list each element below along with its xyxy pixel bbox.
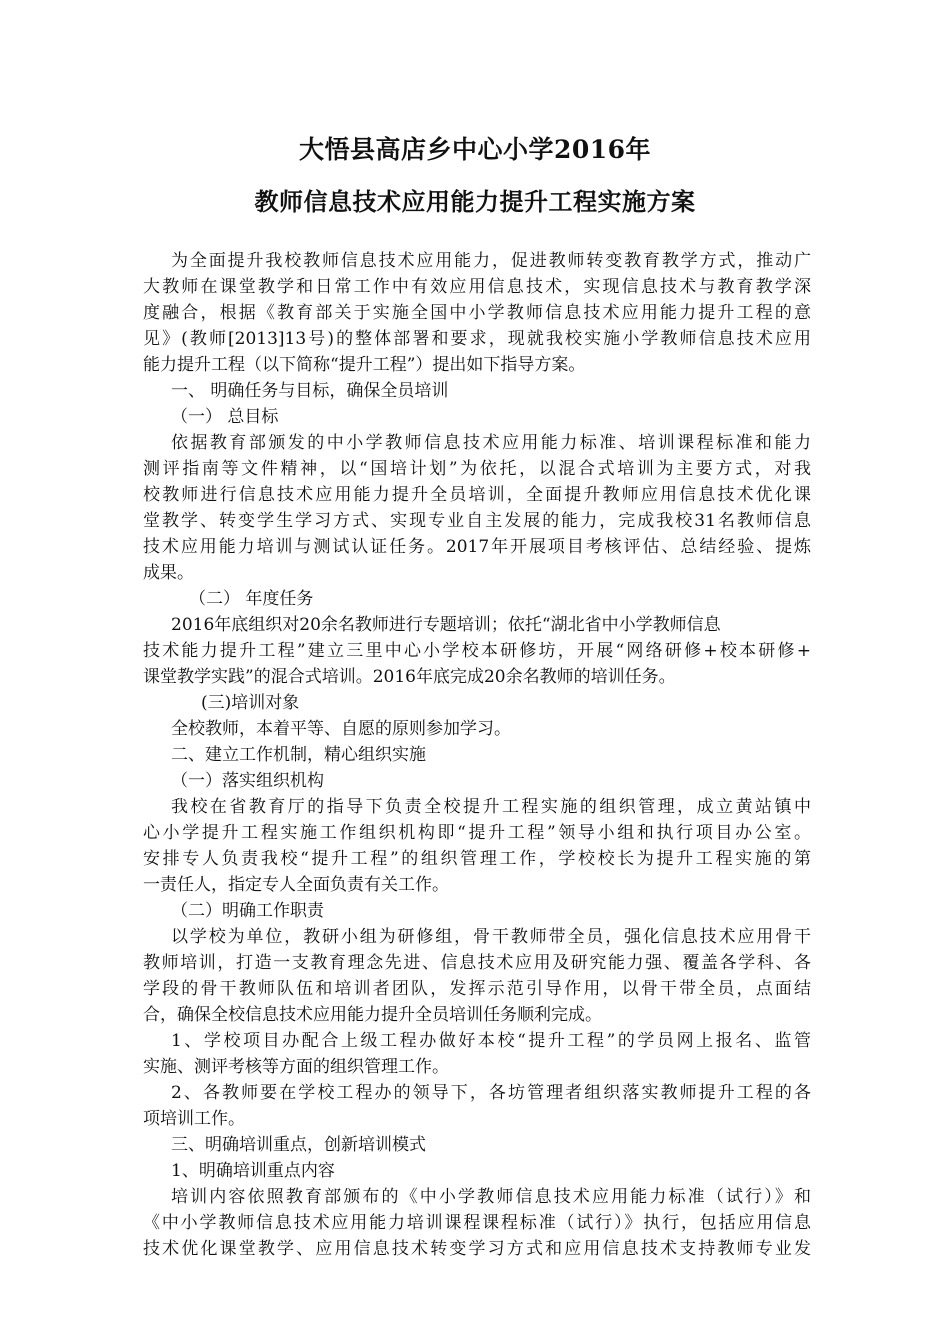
- paragraph-line: 测评指南等文件精神，以“国培计划”为依托，以混合式培训为主要方式，对我: [143, 459, 811, 479]
- paragraph-line: 学段的骨干教师队伍和培训者团队，发挥示范引导作用，以骨干带全员，点面结: [143, 979, 811, 999]
- paragraph-line: 教师培训，打造一支教育理念先进、信息技术应用及研究能力强、覆盖各学科、各: [143, 953, 811, 973]
- paragraph-line: 实施、测评考核等方面的组织管理工作。: [143, 1057, 449, 1077]
- paragraph-line: （一）落实组织机构: [171, 771, 324, 791]
- paragraph-line: 一、 明确任务与目标，确保全员培训: [171, 381, 449, 401]
- paragraph-line: 1、明确培训重点内容: [171, 1161, 335, 1181]
- paragraph-line: （二）明确工作职责: [171, 901, 324, 921]
- paragraph-line: 依据教育部颁发的中小学教师信息技术应用能力标准、培训课程标准和能力: [171, 433, 811, 453]
- paragraph-line: 全校教师，本着平等、自愿的原则参加学习。: [171, 719, 511, 739]
- paragraph-line: 安排专人负责我校“提升工程”的组织管理工作，学校校长为提升工程实施的第: [143, 849, 811, 869]
- document-body: [143, 248, 811, 1262]
- paragraph-line: 2016年底组织对20余名教师进行专题培训；依托“湖北省中小学教师信息: [171, 615, 721, 635]
- document-title-line2: 教师信息技术应用能力提升工程实施方案: [254, 188, 696, 216]
- paragraph-line: 堂教学、转变学生学习方式、实现专业自主发展的能力，完成我校31名教师信息: [143, 511, 811, 531]
- paragraph-line: 项培训工作。: [143, 1109, 245, 1129]
- paragraph-line: 校教师进行信息技术应用能力提升全员培训，全面提升教师应用信息技术优化课: [143, 485, 811, 505]
- paragraph-line: 合，确保全校信息技术应用能力提升全员培训任务顺利完成。: [143, 1005, 602, 1025]
- paragraph-line: （一） 总目标: [171, 407, 279, 427]
- paragraph-line: 心小学提升工程实施工作组织机构即“提升工程”领导小组和执行项目办公室。: [143, 823, 811, 843]
- paragraph-line: 二、建立工作机制，精心组织实施: [171, 745, 426, 765]
- paragraph-line: 技术优化课堂教学、应用信息技术转变学习方式和应用信息技术支持教师专业发: [143, 1239, 811, 1259]
- paragraph-line: 技术应用能力培训与测试认证任务。2017年开展项目考核评估、总结经验、提炼: [143, 537, 811, 557]
- paragraph-line: 大教师在课堂教学和日常工作中有效应用信息技术，实现信息技术与教育教学深: [143, 277, 811, 297]
- paragraph-line: (三)培训对象: [201, 693, 300, 713]
- paragraph-line: （二） 年度任务: [189, 589, 314, 609]
- paragraph-line: 2、各教师要在学校工程办的领导下，各坊管理者组织落实教师提升工程的各: [171, 1083, 811, 1103]
- paragraph-line: 能力提升工程（以下简称“提升工程”）提出如下指导方案。: [143, 355, 586, 375]
- paragraph-line: 《中小学教师信息技术应用能力培训课程课程标准（试行）》执行，包括应用信息: [143, 1213, 811, 1233]
- paragraph-line: 三、明确培训重点，创新培训模式: [171, 1135, 426, 1155]
- paragraph-line: 培训内容依照教育部颁布的《中小学教师信息技术应用能力标准（试行）》和: [171, 1187, 811, 1207]
- paragraph-line: 为全面提升我校教师信息技术应用能力，促进教师转变教育教学方式，推动广: [171, 251, 811, 271]
- paragraph-line: 技术能力提升工程”建立三里中心小学校本研修坊，开展“网络研修+校本研修+: [143, 641, 811, 661]
- document-title-line1: 大悟县高店乡中心小学2016年: [298, 135, 652, 164]
- paragraph-line: 1、学校项目办配合上级工程办做好本校“提升工程”的学员网上报名、监管: [171, 1031, 811, 1051]
- paragraph-line: 度融合，根据《教育部关于实施全国中小学教师信息技术应用能力提升工程的意: [143, 303, 811, 323]
- paragraph-line: 成果。: [143, 563, 194, 583]
- paragraph-line: 课堂教学实践”的混合式培训。2016年底完成20余名教师的培训任务。: [143, 667, 676, 687]
- paragraph-line: 我校在省教育厅的指导下负责全校提升工程实施的组织管理，成立黄站镇中: [171, 797, 811, 817]
- paragraph-line: 见》(教师[2013]13号)的整体部署和要求，现就我校实施小学教师信息技术应用: [143, 329, 811, 349]
- paragraph-line: 一责任人，指定专人全面负责有关工作。: [143, 875, 449, 895]
- paragraph-line: 以学校为单位，教研小组为研修组，骨干教师带全员，强化信息技术应用骨干: [171, 927, 811, 947]
